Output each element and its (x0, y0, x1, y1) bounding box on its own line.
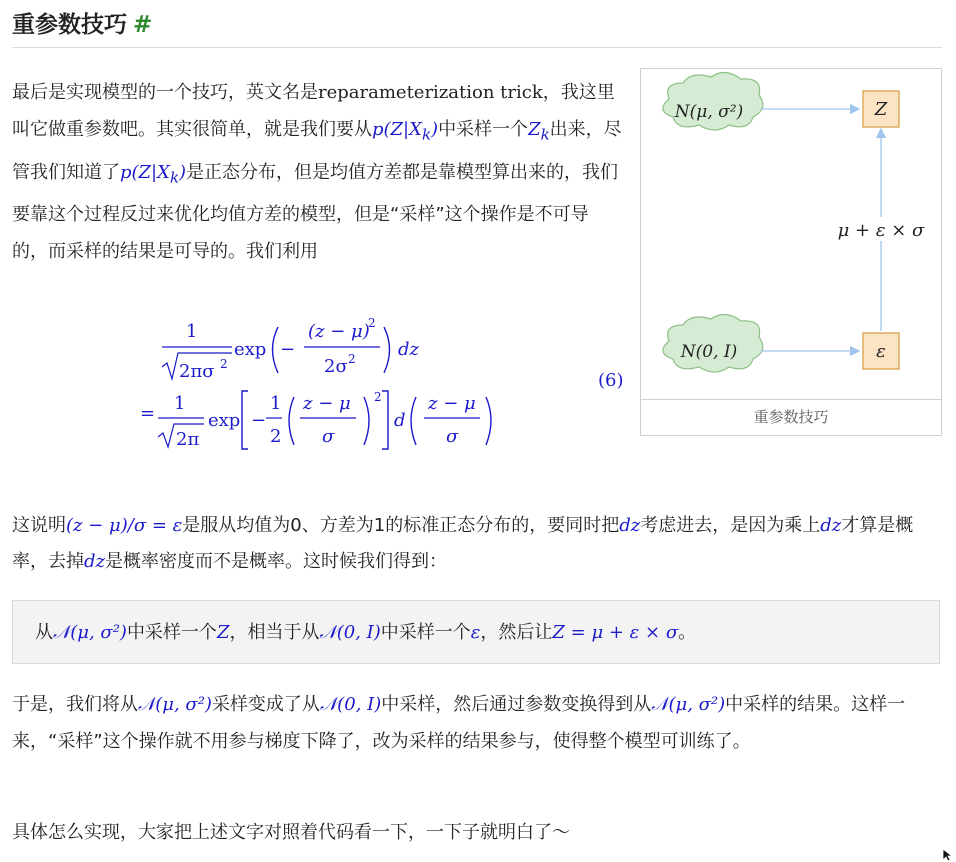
blockquote-summary: 从𝒩(μ, σ²)中采样一个Z，相当于从𝒩(0, I)中采样一个ε，然后让Z = μ + ε × σ。 (12, 600, 940, 664)
text: 中采样一个 (438, 119, 529, 140)
svg-text:=: = (140, 403, 156, 424)
svg-text:σ: σ (322, 426, 335, 447)
box-epsilon-label: ε (876, 341, 886, 362)
box-z-label: Z (874, 99, 888, 120)
math-inline: 𝒩(μ, σ²) (651, 694, 726, 715)
svg-text:1: 1 (186, 321, 198, 342)
svg-text:2: 2 (220, 357, 228, 371)
svg-text:1: 1 (270, 393, 282, 414)
svg-text:2π: 2π (176, 429, 200, 450)
math-inline: (z − μ)/σ = ε (66, 515, 183, 536)
heading-title: 重参数技巧 (12, 12, 127, 38)
heading-divider (12, 47, 942, 48)
math-inline: 𝒩(0, I) (319, 694, 382, 715)
svg-text:exp: exp (234, 339, 267, 360)
math-inline: dz (84, 551, 106, 572)
math-inline: dz (619, 515, 641, 536)
math-inline: 𝒩(μ, σ²) (138, 694, 212, 715)
cloud-top-label: N(μ, σ²) (674, 102, 744, 122)
svg-text:z − μ: z − μ (428, 393, 476, 414)
math-inline: Z (216, 622, 230, 643)
math-inline: $p(Z|X_k)$ (120, 161, 187, 187)
cloud-bottom-label: N(0, I) (680, 342, 738, 362)
equation-number: (6) (598, 370, 624, 391)
display-equation (120, 305, 635, 465)
svg-text:dz: dz (398, 339, 420, 360)
svg-text:2πσ: 2πσ (179, 361, 215, 382)
svg-text:exp: exp (208, 410, 241, 431)
figure-reparameterization (640, 68, 942, 436)
paragraph-intro (12, 74, 624, 270)
svg-text:σ: σ (446, 426, 459, 447)
svg-text:2: 2 (368, 316, 376, 330)
math-inline: $Z_k$ (528, 119, 550, 144)
text: 最后是实现模型的一个技巧，英文名是 (12, 82, 318, 103)
section-heading (12, 6, 152, 39)
paragraph-closing: 具体怎么实现，大家把上述文字对照着代码看一下，一下子就明白了～ (12, 822, 570, 843)
heading-anchor-link[interactable]: # (133, 12, 153, 38)
svg-text:(z − μ): (z − μ) (308, 321, 370, 342)
figure-diagram (641, 69, 941, 399)
edge-label: μ + ε × σ (837, 220, 925, 241)
math-inline: 𝒩(μ, σ²) (53, 622, 127, 643)
svg-text:2: 2 (270, 426, 282, 447)
math-inline: dz (820, 515, 842, 536)
text: 是正态分布，但是均值方差都是靠模型算出来的，我们要靠这个过程反过来优化均值方差的模型，但是“采样”这个操作是不可导的，而采样的结果是可导的。我们利用 (12, 161, 619, 263)
mouse-cursor-icon (942, 848, 954, 862)
paragraph-conclusion: 于是，我们将从𝒩(μ, σ²)采样变成了从𝒩(0, I)中采样，然后通过参数变换得到从𝒩(μ, σ²)中采样的结果。这样一来，“采样”这个操作就不用参与梯度下降了，改为采样的结果参与，使得整个模型可训练了。 (12, 694, 906, 752)
text: ，我这里叫它做重参数吧。其实很简单，就是我们要从 (12, 82, 615, 140)
math-inline: 𝒩(0, I) (319, 622, 381, 643)
svg-text:2σ: 2σ (324, 356, 348, 377)
svg-text:−: − (251, 410, 267, 431)
svg-text:2: 2 (374, 390, 382, 404)
svg-text:d: d (394, 410, 406, 431)
math-inline: ε (470, 622, 481, 643)
svg-text:−: − (280, 339, 296, 360)
svg-text:2: 2 (348, 352, 356, 366)
text: 出来，尽管我们知道了 (12, 119, 622, 183)
figure-caption: 重参数技巧 (641, 399, 941, 435)
paragraph-explanation: 这说明(z − μ)/σ = ε是服从均值为0、方差为1的标准正态分布的，要同时把dz考虑进去，是因为乘上dz才算是概率，去掉dz是概率密度而不是概率。这时候我们得到： (12, 515, 914, 572)
math-inline: $p(Z|X_k)$ (372, 119, 439, 144)
math-inline: Z = μ + ε × σ (552, 622, 679, 643)
text-latin: reparameterization trick (318, 82, 543, 103)
svg-text:z − μ: z − μ (303, 393, 351, 414)
svg-text:1: 1 (174, 393, 186, 414)
